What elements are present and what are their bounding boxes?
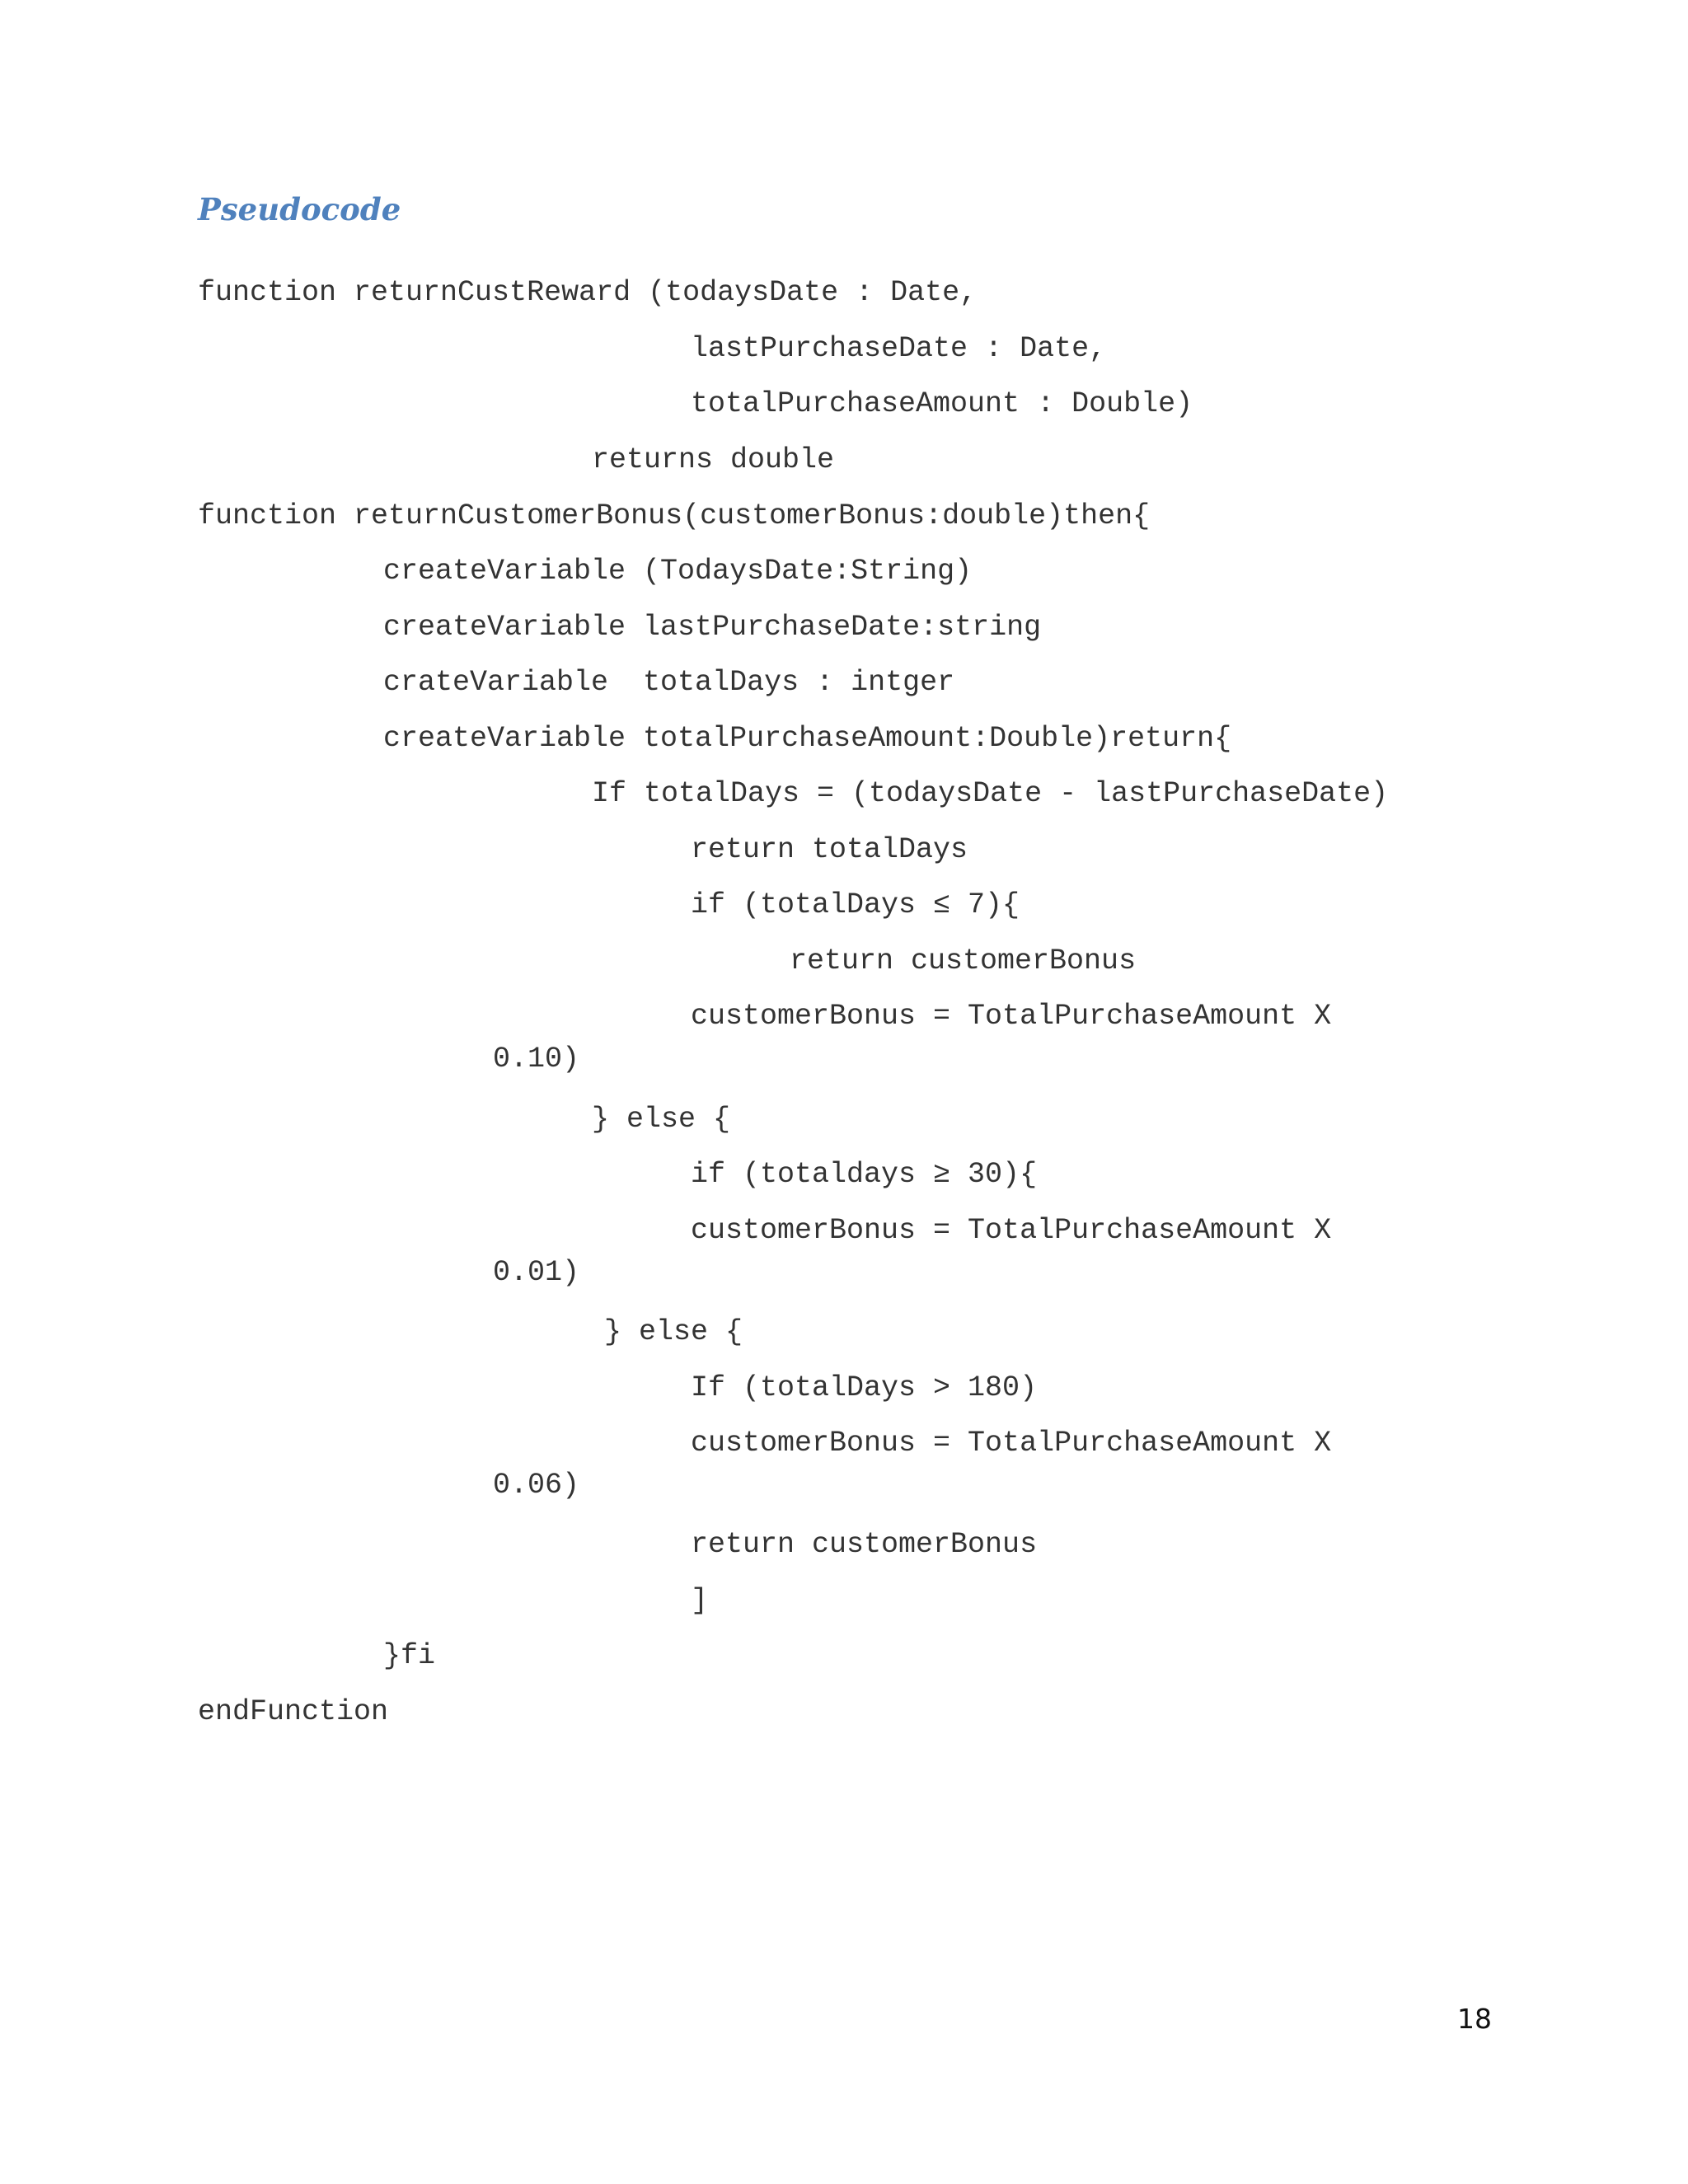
code-line: ] <box>691 1584 709 1617</box>
code-line: return totalDays <box>691 833 968 866</box>
code-line: function returnCustReward (todaysDate : Date, <box>198 276 978 309</box>
code-line: createVariable totalPurchaseAmount:Double)return{ <box>383 722 1232 755</box>
code-line: customerBonus = TotalPurchaseAmount X <box>691 1000 1332 1033</box>
code-line: createVariable (TodaysDate:String) <box>383 555 973 588</box>
code-line: return customerBonus <box>790 944 1137 977</box>
code-line: if (totaldays ≥ 30){ <box>691 1158 1038 1191</box>
code-line: returns double <box>592 443 835 476</box>
code-line: } else { <box>592 1103 731 1136</box>
code-line: customerBonus = TotalPurchaseAmount X <box>691 1214 1332 1247</box>
code-line: return customerBonus <box>691 1528 1038 1561</box>
code-line: } else { <box>604 1315 743 1348</box>
code-line: if (totalDays ≤ 7){ <box>691 888 1020 921</box>
code-line: If totalDays = (todaysDate - lastPurchaseDate) <box>592 777 1389 810</box>
code-line: customerBonus = TotalPurchaseAmount X <box>691 1427 1332 1460</box>
code-line: crateVariable totalDays : intger <box>383 666 955 699</box>
code-line: 0.06) <box>493 1469 580 1502</box>
section-heading: Pseudocode <box>198 191 401 227</box>
code-line: lastPurchaseDate : Date, <box>691 332 1107 365</box>
page-number: 18 <box>1457 2003 1492 2035</box>
code-line: If (totalDays > 180) <box>691 1371 1038 1404</box>
code-line: totalPurchaseAmount : Double) <box>691 387 1193 420</box>
code-line: function returnCustomerBonus(customerBonus:double)then{ <box>198 499 1151 532</box>
code-line: 0.01) <box>493 1256 580 1289</box>
code-line: 0.10) <box>493 1043 580 1076</box>
code-line: }fi <box>383 1639 436 1672</box>
code-line: createVariable lastPurchaseDate:string <box>383 611 1042 644</box>
code-line: endFunction <box>198 1695 389 1728</box>
